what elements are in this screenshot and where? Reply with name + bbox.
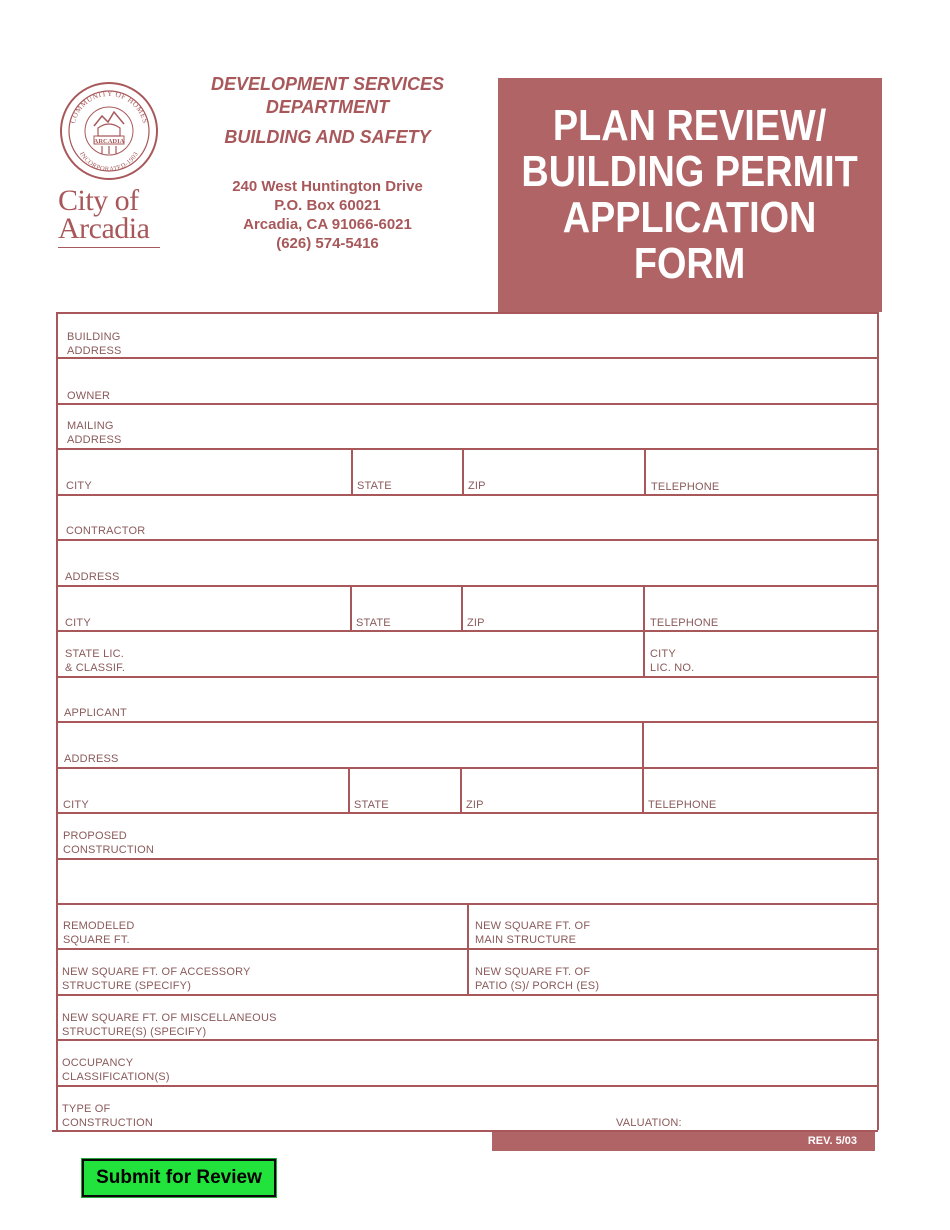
new-main-sqft-label: NEW SQUARE FT. OF MAIN STRUCTURE: [475, 920, 591, 946]
address-label-applicant: ADDRESS: [64, 753, 119, 765]
revision-label: REV. 5/03: [807, 1135, 857, 1147]
cell-divider: [351, 448, 353, 494]
form-title-box: [498, 78, 882, 312]
occupancy-label: OCCUPANCY CLASSIFICATION(S): [62, 1057, 170, 1083]
row-divider: [56, 539, 878, 541]
division-name: BUILDING AND SAFETY: [224, 127, 431, 147]
row-divider: [56, 721, 878, 723]
city-label-applicant: CITY: [63, 799, 89, 811]
owner-label: OWNER: [67, 390, 111, 402]
cell-divider: [643, 585, 645, 630]
row-divider: [56, 858, 878, 860]
cell-divider: [642, 721, 644, 767]
row-divider: [56, 1085, 878, 1087]
new-patio-sqft-label: NEW SQUARE FT. OF PATIO (S)/ PORCH (ES): [475, 966, 600, 992]
zip-label-contractor: ZIP: [467, 617, 485, 629]
cell-divider: [461, 585, 463, 630]
row-divider: [56, 767, 878, 769]
cell-divider: [462, 448, 464, 494]
applicant-label: APPLICANT: [64, 707, 127, 719]
title-line: FORM: [634, 239, 746, 288]
city-name-line1: City of: [58, 184, 139, 217]
submit-for-review-button[interactable]: Submit for Review: [82, 1159, 276, 1197]
city-underline: [58, 247, 160, 248]
title-line: BUILDING PERMIT: [521, 147, 859, 196]
address-line1: 240 West Huntington Drive: [232, 178, 423, 195]
building-address-label: BUILDING ADDRESS: [67, 331, 122, 357]
mailing-address-label: MAILING ADDRESS: [67, 420, 122, 446]
proposed-construction-label: PROPOSED CONSTRUCTION: [63, 830, 155, 856]
row-divider: [56, 812, 878, 814]
type-construction-label: TYPE OF CONSTRUCTION: [62, 1103, 154, 1129]
telephone-label-applicant: TELEPHONE: [648, 799, 717, 811]
cell-divider: [644, 448, 646, 494]
row-divider: [56, 585, 878, 587]
row-divider: [56, 994, 878, 996]
state-lic-label: STATE LIC. & CLASSIF.: [65, 648, 126, 674]
contractor-label: CONTRACTOR: [66, 525, 146, 537]
svg-text:INCORPORATED-1903: [78, 151, 140, 173]
city-lic-label: CITY LIC. NO.: [650, 648, 695, 674]
seal-banner-text: ARCADIA: [93, 138, 125, 145]
row-divider: [56, 357, 878, 359]
seal-bottom-text: INCORPORATED-1903: [78, 150, 140, 174]
row-divider: [56, 903, 878, 905]
new-accessory-sqft-label: NEW SQUARE FT. OF ACCESSORY STRUCTURE (SPECIFY): [62, 966, 251, 992]
department-line2: DEPARTMENT: [265, 97, 390, 117]
city-label-owner: CITY: [66, 480, 92, 492]
form-left-border: [56, 312, 58, 1130]
zip-label-owner: ZIP: [468, 480, 486, 492]
row-divider: [56, 948, 878, 950]
form-top-border: [56, 312, 878, 314]
address-line3: Arcadia, CA 91066-6021: [243, 216, 412, 233]
row-divider: [56, 1039, 878, 1041]
cell-divider: [467, 903, 469, 994]
telephone-label-owner: TELEPHONE: [651, 481, 720, 493]
valuation-label: VALUATION:: [616, 1117, 682, 1129]
row-divider: [56, 676, 878, 678]
remodeled-sqft-label: REMODELED SQUARE FT.: [63, 920, 135, 946]
seal-top-text: COMMUNITY OF HOMES: [67, 88, 151, 125]
cell-divider: [460, 767, 462, 812]
row-divider: [56, 494, 878, 496]
revision-bar: [492, 1132, 875, 1151]
form-title: [522, 103, 858, 287]
phone-number: (626) 574-5416: [276, 235, 379, 252]
seal-graphic: [54, 76, 164, 186]
cell-divider: [642, 767, 644, 812]
title-line: PLAN REVIEW/: [553, 101, 827, 150]
state-label-contractor: STATE: [356, 617, 391, 629]
zip-label-applicant: ZIP: [466, 799, 484, 811]
state-label-owner: STATE: [357, 480, 392, 492]
row-divider: [56, 630, 878, 632]
address-label-contractor: ADDRESS: [65, 571, 120, 583]
new-misc-sqft-label: NEW SQUARE FT. OF MISCELLANEOUS STRUCTURE(S) (SPECIFY): [62, 1012, 277, 1038]
form-right-border: [877, 312, 879, 1130]
telephone-label-contractor: TELEPHONE: [650, 617, 719, 629]
state-label-applicant: STATE: [354, 799, 389, 811]
cell-divider: [348, 767, 350, 812]
city-label-contractor: CITY: [65, 617, 91, 629]
cell-divider: [350, 585, 352, 630]
row-divider: [56, 403, 878, 405]
department-line1: DEVELOPMENT SERVICES: [210, 74, 445, 94]
address-line2: P.O. Box 60021: [274, 197, 381, 214]
row-divider: [56, 448, 878, 450]
city-name-line2: Arcadia: [58, 212, 150, 245]
cell-divider: [643, 630, 645, 676]
title-line: APPLICATION: [563, 193, 817, 242]
